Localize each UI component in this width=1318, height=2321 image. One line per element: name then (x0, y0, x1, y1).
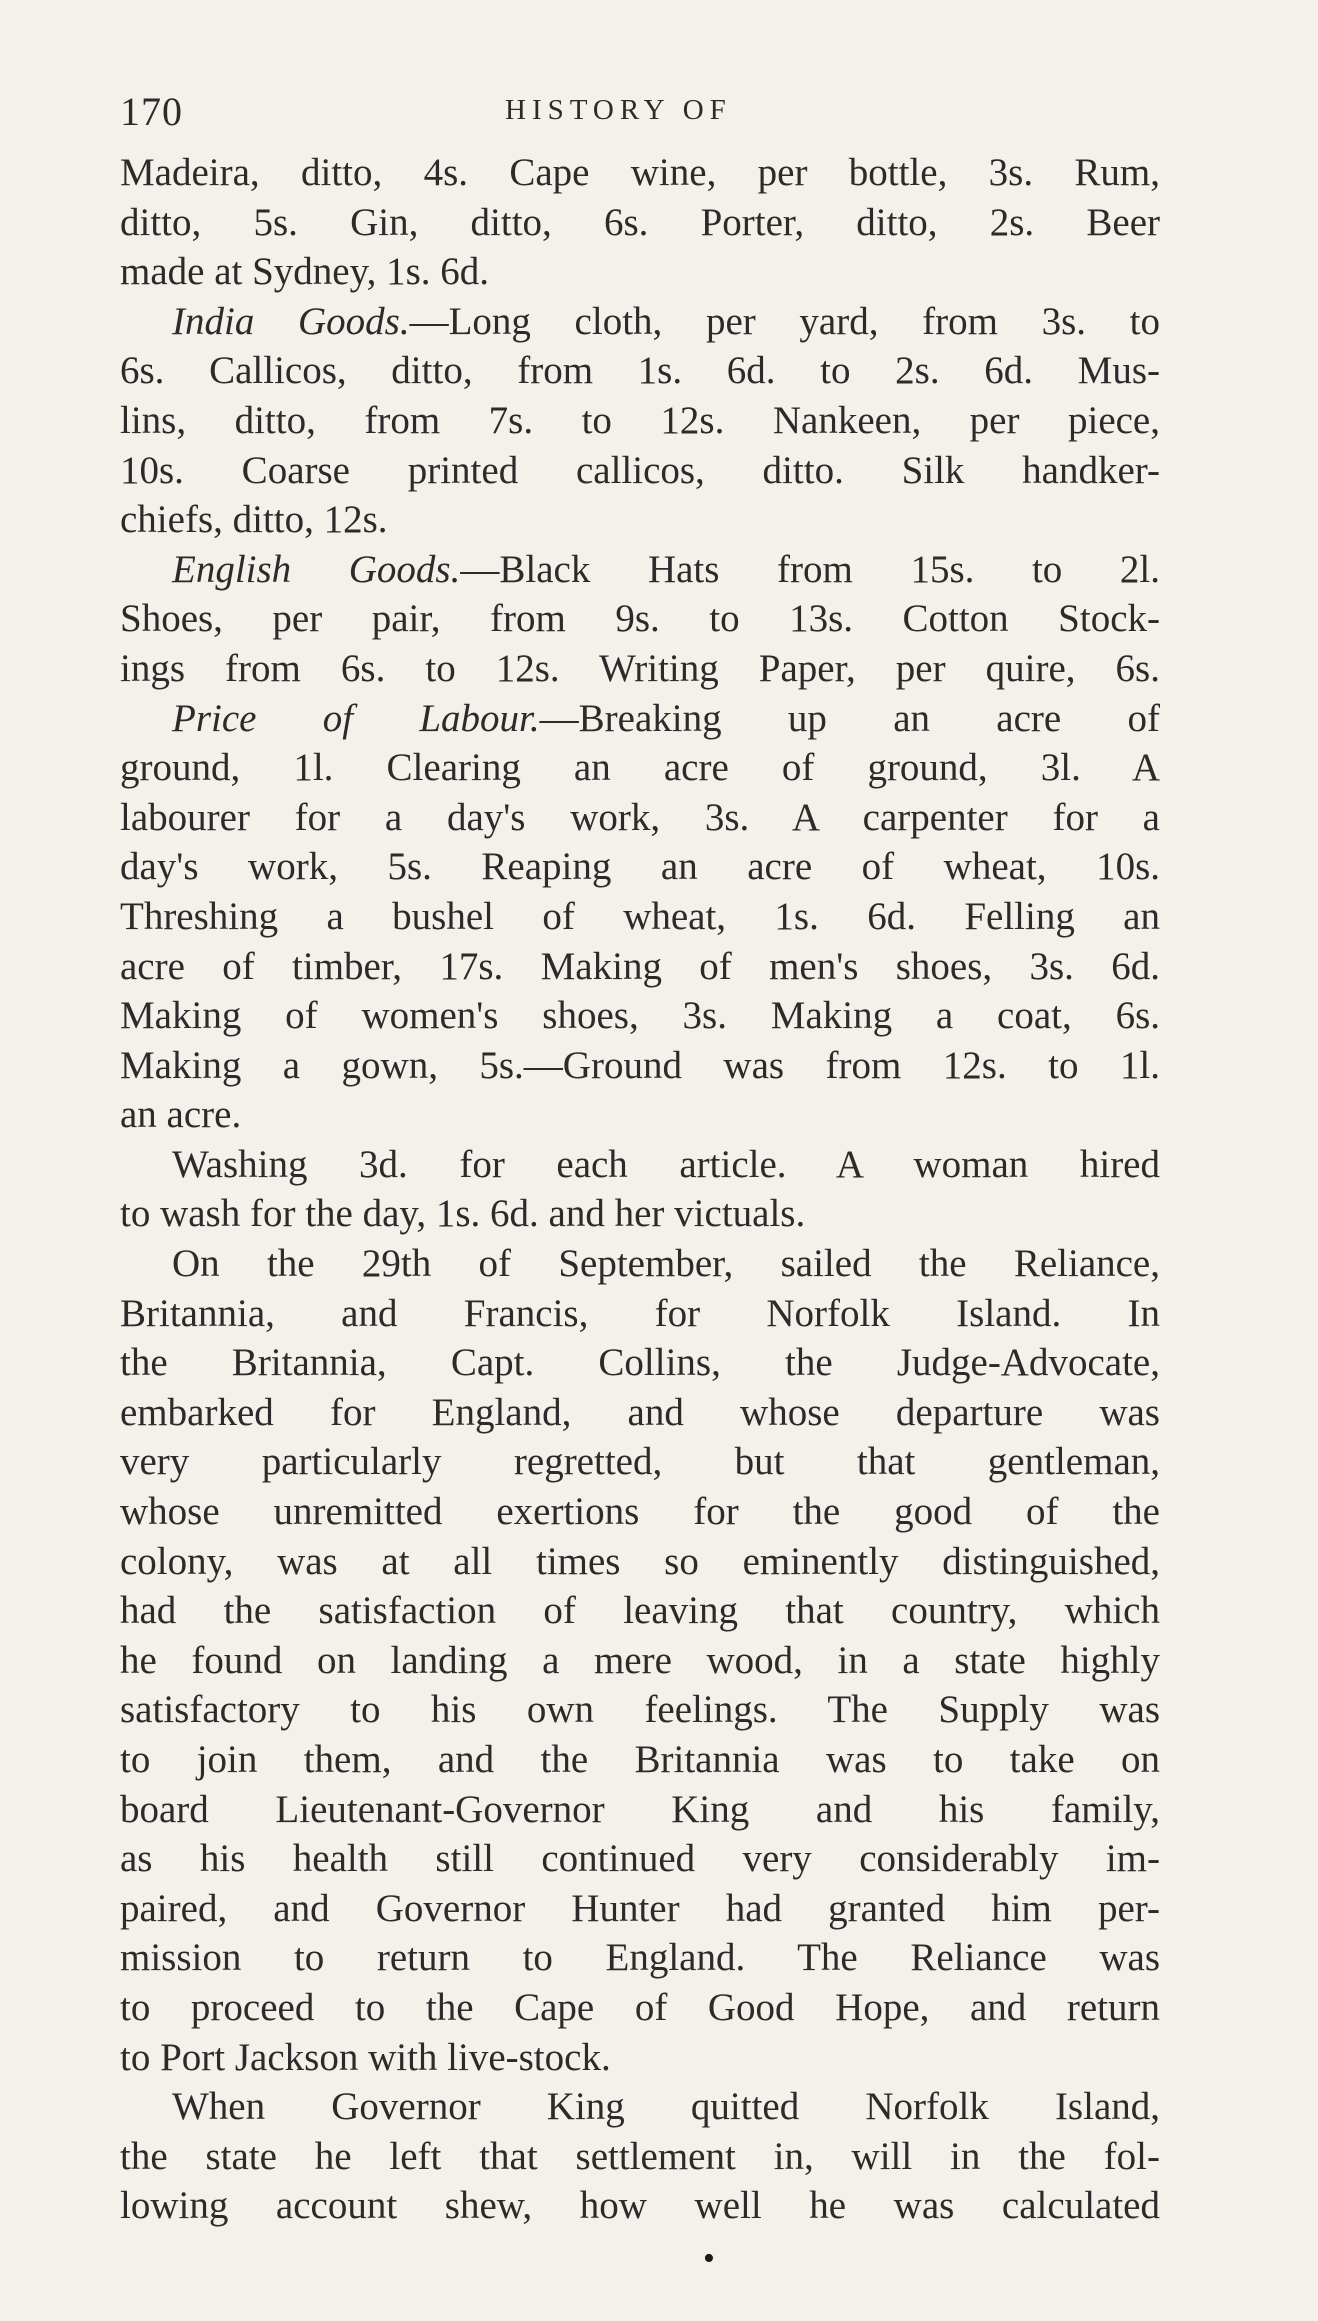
page-number: 170 (120, 89, 183, 134)
text-line: acre of timber, 17s. Making of men's shoes, 3s. 6d. (120, 944, 1160, 988)
text-line: whose unremitted exertions for the good of the (120, 1490, 1160, 1534)
text-line: Shoes, per pair, from 9s. to 13s. Cotton Stock- (120, 597, 1160, 641)
text-line: paired, and Governor Hunter had granted him per- (120, 1886, 1160, 1930)
text-line: Britannia, and Francis, for Norfolk Island. In (120, 1291, 1160, 1335)
text-line: to Port Jackson with live-stock. (120, 2035, 611, 2079)
text-line: as his health still continued very considerably im- (120, 1837, 1160, 1881)
text-line: an acre. (120, 1093, 242, 1137)
text-line: colony, was at all times so eminently distinguished, (120, 1539, 1160, 1583)
text-line: he found on landing a mere wood, in a state highly (120, 1638, 1160, 1682)
text-line: ditto, 5s. Gin, ditto, 6s. Porter, ditto, 2s. Beer (120, 200, 1160, 244)
text-line: India Goods.—Long cloth, per yard, from 3s. to (172, 299, 1160, 343)
text-line: 6s. Callicos, ditto, from 1s. 6d. to 2s. 6d. Mus- (120, 349, 1160, 393)
text-line: the Britannia, Capt. Collins, the Judge-Advocate, (120, 1341, 1160, 1385)
text-line: to join them, and the Britannia was to take on (120, 1738, 1160, 1781)
section-head-india: India Goods. (172, 299, 410, 343)
text-line: chiefs, ditto, 12s. (120, 498, 388, 542)
signature-mark: • (703, 2240, 715, 2277)
text-line: On the 29th of September, sailed the Reliance, (172, 1242, 1160, 1286)
text-line: Making of women's shoes, 3s. Making a coat, 6s. (120, 994, 1160, 1038)
text-line: mission to return to England. The Reliance was (120, 1936, 1160, 1980)
text-line: English Goods.—Black Hats from 15s. to 2l. (172, 547, 1160, 591)
text-line: satisfactory to his own feelings. The Supply was (120, 1688, 1160, 1732)
text-line: very particularly regretted, but that gentleman, (120, 1440, 1160, 1484)
text-line: to wash for the day, 1s. 6d. and her victuals. (120, 1192, 806, 1236)
text-line: lins, ditto, from 7s. to 12s. Nankeen, per piece, (120, 398, 1160, 442)
text-line: ground, 1l. Clearing an acre of ground, 3l. A (120, 746, 1160, 790)
text-line: Making a gown, 5s.—Ground was from 12s. to 1l. (120, 1043, 1160, 1087)
text-line: 10s. Coarse printed callicos, ditto. Silk handker- (120, 448, 1160, 492)
section-head-labour: Price of Labour. (172, 696, 540, 740)
section-head-english: English Goods. (172, 547, 461, 591)
text-line: Madeira, ditto, 4s. Cape wine, per bottle, 3s. Rum, (120, 151, 1160, 194)
text-line: the state he left that settlement in, will in the fol- (120, 2134, 1160, 2178)
page-footer (0, 2240, 1318, 2278)
text-line: Threshing a bushel of wheat, 1s. 6d. Felling an (120, 894, 1160, 938)
text-line: to proceed to the Cape of Good Hope, and return (120, 1985, 1160, 2029)
text-line: board Lieutenant-Governor King and his family, (120, 1787, 1160, 1831)
text-line: labourer for a day's work, 3s. A carpenter for a (120, 795, 1160, 839)
text-line: Price of Labour.—Breaking up an acre of (172, 696, 1160, 740)
text-line: ings from 6s. to 12s. Writing Paper, per quire, 6s. (120, 646, 1160, 690)
text-line: day's work, 5s. Reaping an acre of wheat, 10s. (120, 845, 1160, 889)
text-line: Washing 3d. for each article. A woman hired (172, 1142, 1160, 1186)
running-head: HISTORY OF (505, 94, 732, 126)
body-text (120, 148, 1160, 2231)
text-line: made at Sydney, 1s. 6d. (120, 250, 489, 294)
text-line: When Governor King quitted Norfolk Island, (172, 2085, 1160, 2129)
text-line: embarked for England, and whose departure was (120, 1390, 1160, 1434)
page-header (120, 88, 1160, 148)
text-line: had the satisfaction of leaving that country, which (120, 1589, 1160, 1633)
text-line: lowing account shew, how well he was calculated (120, 2184, 1160, 2228)
